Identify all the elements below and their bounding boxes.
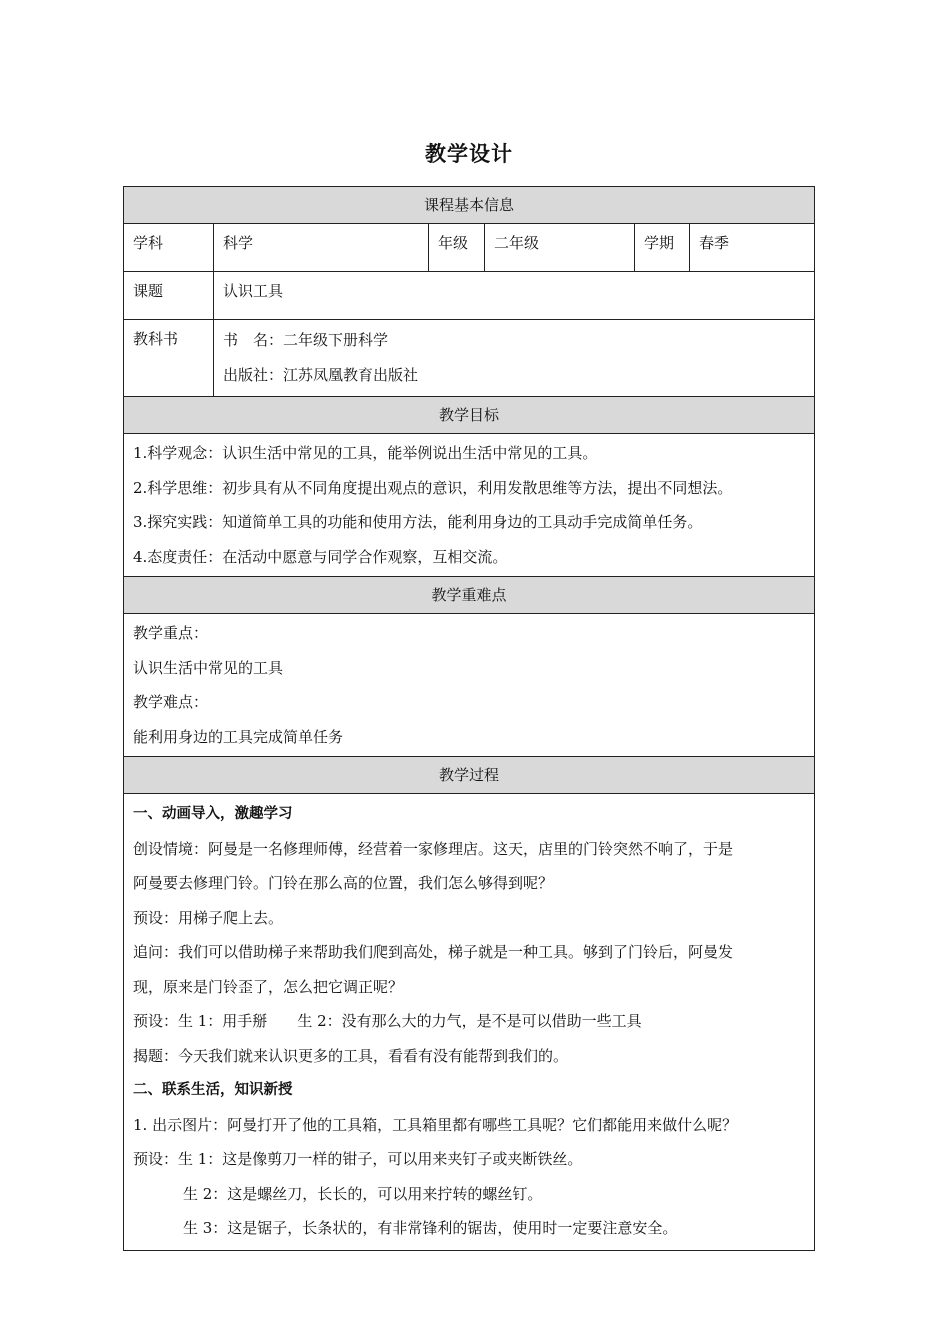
objective-item: 4.态度责任：在活动中愿意与同学合作观察，互相交流。 xyxy=(133,547,508,566)
objectives-list xyxy=(124,434,815,577)
section-heading: 二、联系生活，知识新授 xyxy=(133,1082,293,1098)
process-line: 阿曼要去修理门铃。门铃在那么高的位置，我们怎么够得到呢？ xyxy=(133,874,554,892)
term-value: 春季 xyxy=(690,224,815,272)
process-line: 预设：生 1：用手掰 生 2：没有那么大的力气，是不是可以借助一些工具 xyxy=(133,1012,642,1030)
difficulty-label: 教学难点： xyxy=(133,693,209,711)
process-line: 揭题：今天我们就来认识更多的工具，看看有没有能帮到我们的。 xyxy=(133,1046,569,1065)
focus-label: 教学重点： xyxy=(133,624,209,642)
process-line: 追问：我们可以借助梯子来帮助我们爬到高处，梯子就是一种工具。够到了门铃后，阿曼发 xyxy=(133,943,734,961)
process-line: 生 2：这是螺丝刀，长长的，可以用来拧转的螺丝钉。 xyxy=(183,1184,543,1203)
subject-value: 科学 xyxy=(214,224,429,272)
focus-value: 认识生活中常见的工具 xyxy=(133,658,284,677)
process-header: 教学过程 xyxy=(124,757,815,794)
objective-item: 3.探究实践：知道简单工具的功能和使用方法，能利用身边的工具动手完成简单任务。 xyxy=(133,513,703,531)
process-line: 预设：生 1：这是像剪刀一样的钳子，可以用来夹钉子或夹断铁丝。 xyxy=(133,1150,583,1168)
topic-label: 课题 xyxy=(124,272,214,320)
grade-value: 二年级 xyxy=(485,224,635,272)
textbook-name: 书 名：二年级下册科学 xyxy=(223,331,389,349)
textbook-label: 教科书 xyxy=(124,320,214,397)
objective-item: 1.科学观念：认识生活中常见的工具，能举例说出生活中常见的工具。 xyxy=(133,444,598,462)
objectives-header: 教学目标 xyxy=(124,397,815,434)
process-line: 创设情境：阿曼是一名修理师傅，经营着一家修理店。这天，店里的门铃突然不响了，于是 xyxy=(133,839,734,858)
grade-label: 年级 xyxy=(429,224,485,272)
process-line: 现，原来是门铃歪了，怎么把它调正呢？ xyxy=(133,977,404,996)
process-line: 1. 出示图片：阿曼打开了他的工具箱，工具箱里都有哪些工具呢？它们都能用来做什么呢？ xyxy=(133,1115,738,1134)
key-points-content xyxy=(124,614,815,757)
page-title: 教学设计 xyxy=(425,142,513,166)
objective-item: 2.科学思维：初步具有从不同角度提出观点的意识，利用发散思维等方法，提出不同想法。 xyxy=(133,478,733,497)
term-label: 学期 xyxy=(635,224,690,272)
process-line: 生 3：这是锯子，长条状的，有非常锋利的锯齿，使用时一定要注意安全。 xyxy=(183,1219,678,1237)
basic-info-header: 课程基本信息 xyxy=(124,187,815,224)
textbook-info xyxy=(214,320,815,397)
textbook-publisher: 出版社：江苏凤凰教育出版社 xyxy=(223,365,419,384)
key-points-header: 教学重难点 xyxy=(124,577,815,614)
difficulty-value: 能利用身边的工具完成简单任务 xyxy=(133,727,344,746)
lesson-plan-table xyxy=(123,186,815,1251)
section-heading: 一、动画导入，激趣学习 xyxy=(133,806,293,822)
process-content xyxy=(124,794,815,1251)
topic-value: 认识工具 xyxy=(214,272,815,320)
subject-label: 学科 xyxy=(124,224,214,272)
process-line: 预设：用梯子爬上去。 xyxy=(133,908,284,927)
